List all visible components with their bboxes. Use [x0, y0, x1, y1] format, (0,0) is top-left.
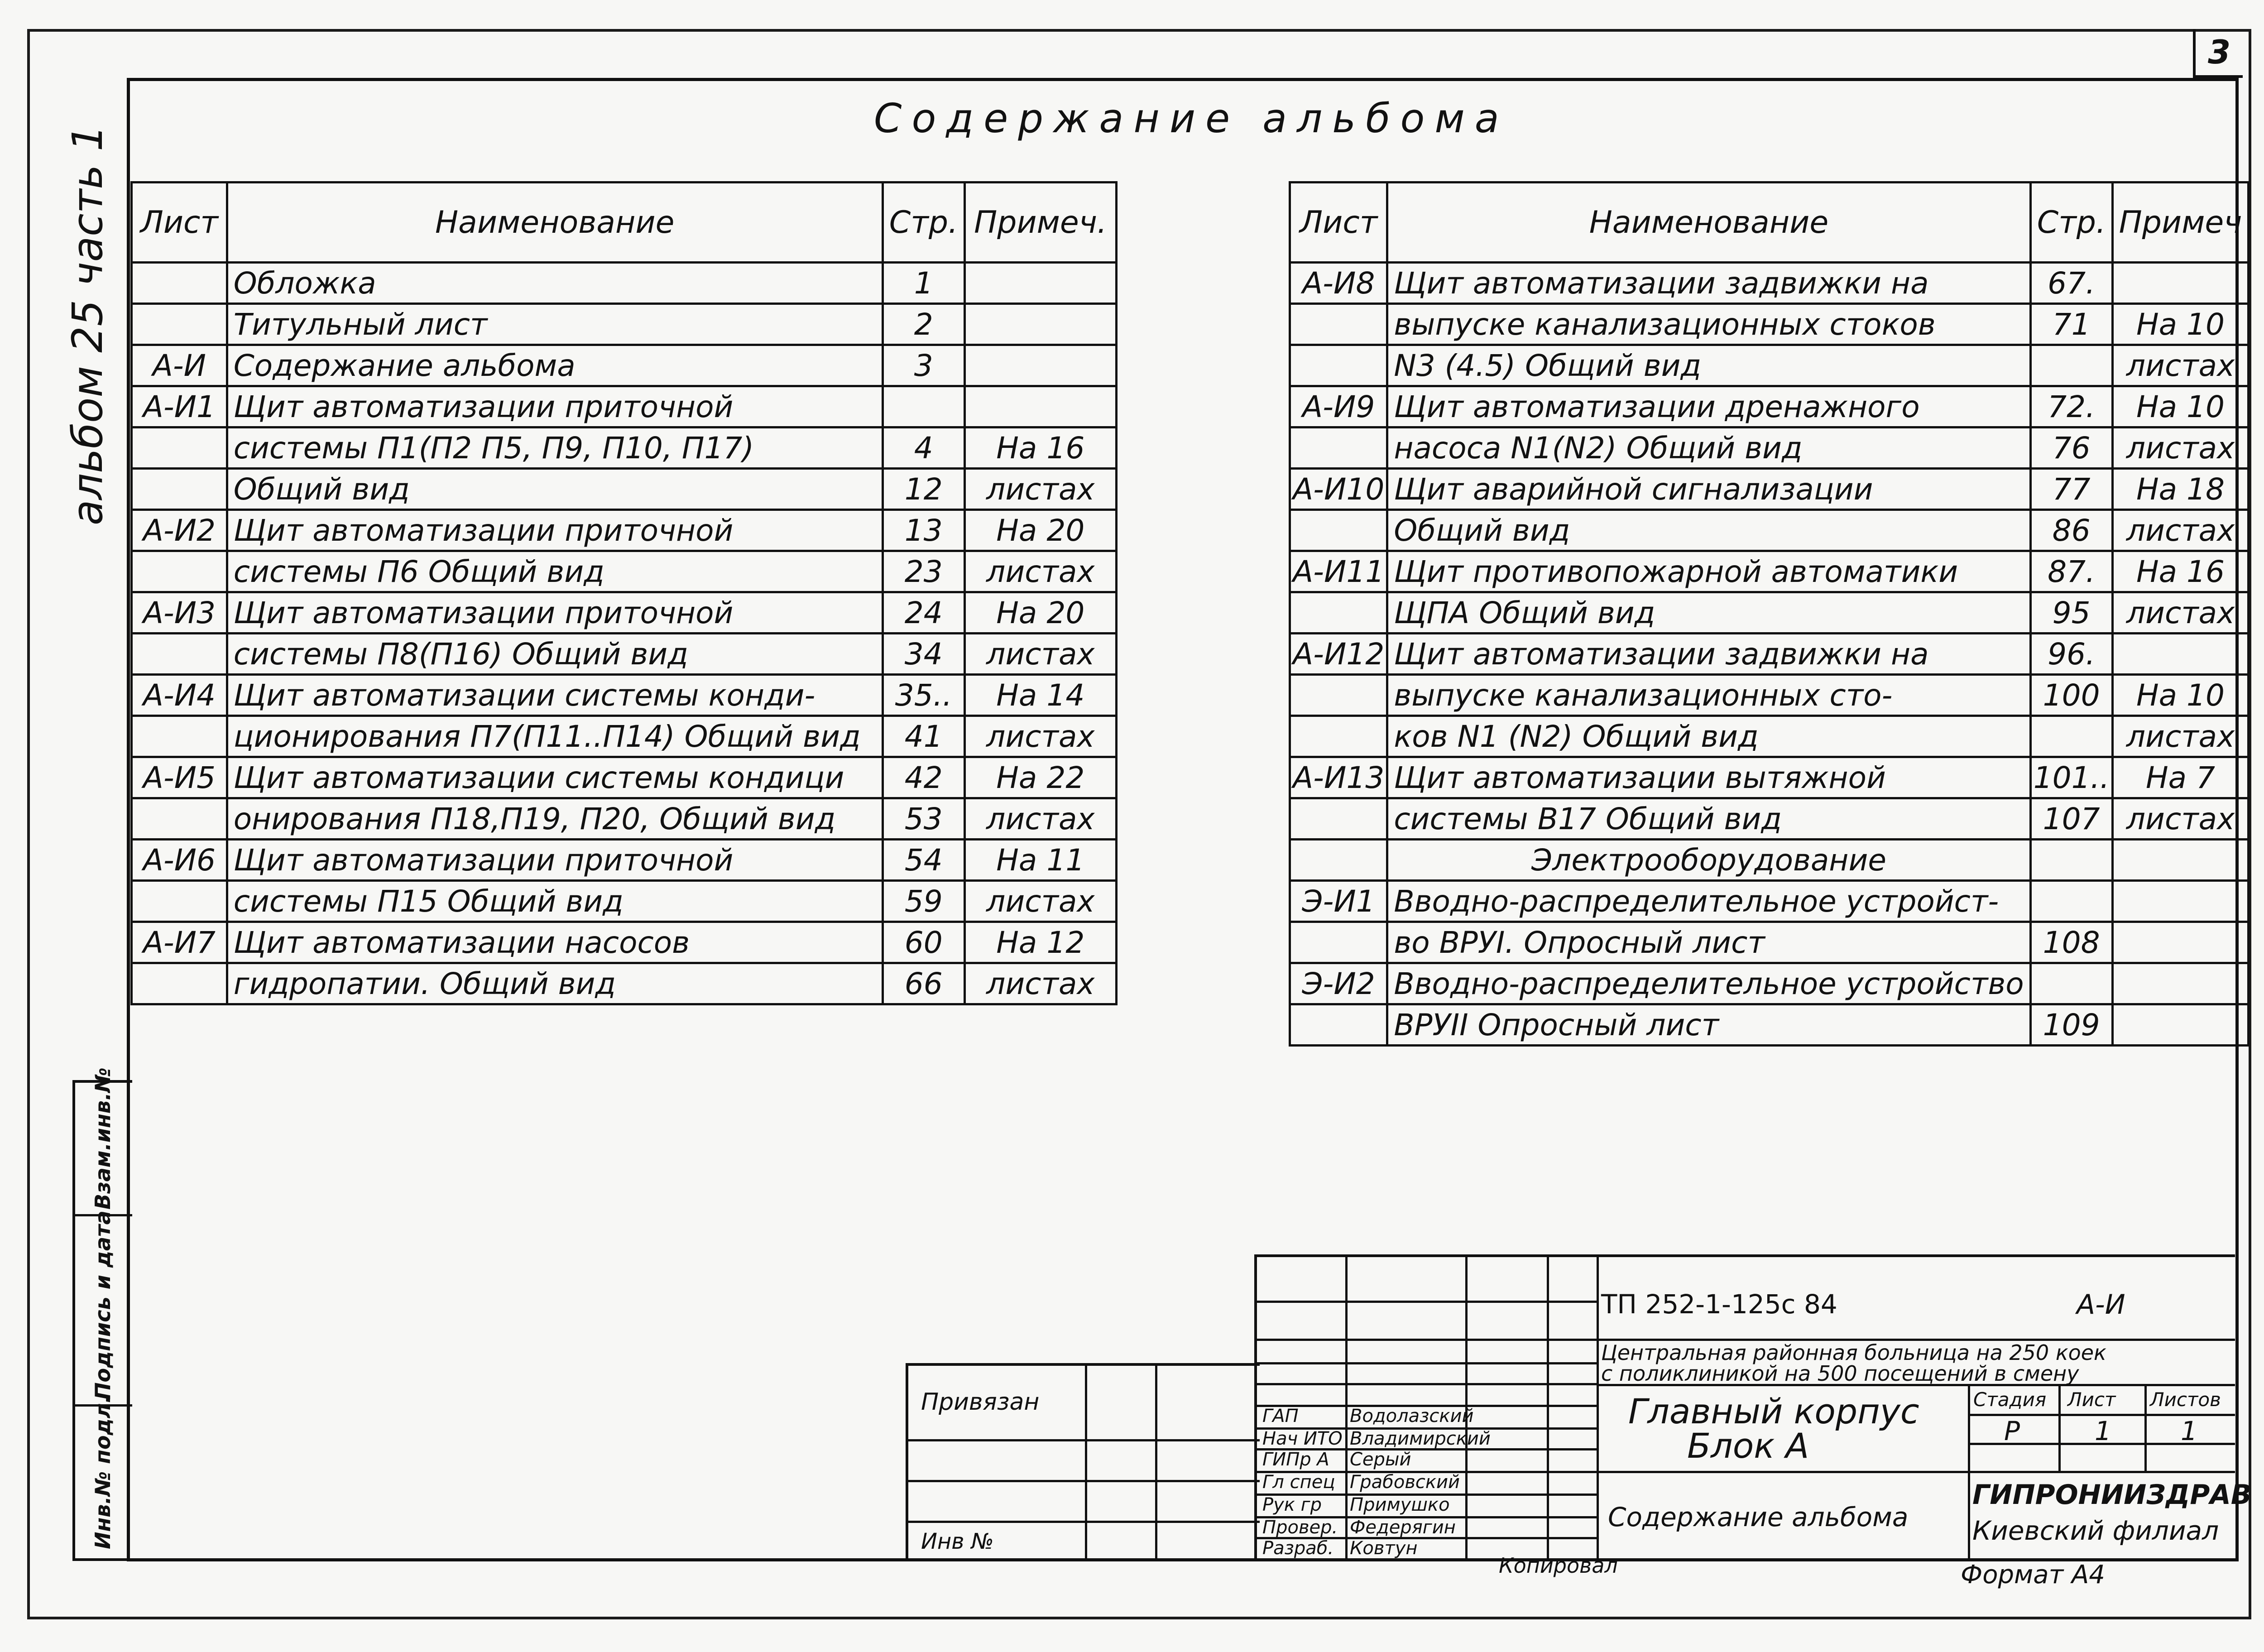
- stamp-signer-name: Федерягин: [1350, 1517, 1456, 1538]
- toc-note-cell: На 10: [2112, 675, 2249, 716]
- stamp-building-line2: Блок А: [1687, 1426, 1809, 1466]
- toc-sheet-cell: [132, 263, 227, 304]
- stamp-signer-name: Владимирский: [1350, 1428, 1491, 1449]
- toc-note-cell: листах: [964, 881, 1116, 922]
- toc-sheet-cell: [1290, 798, 1387, 840]
- toc-sheet-cell: А-И4: [132, 675, 227, 716]
- toc-header-row: [1290, 182, 2249, 263]
- toc-page-cell: 87.: [2030, 551, 2112, 592]
- toc-row: [1290, 551, 2249, 592]
- toc-page-cell: 107: [2030, 798, 2112, 840]
- toc-header-row: [132, 182, 1117, 263]
- toc-name-cell: Электрооборудование: [1387, 840, 2030, 881]
- toc-page-cell: 100: [2030, 675, 2112, 716]
- toc-page-cell: 72.: [2030, 386, 2112, 427]
- toc-row: [132, 427, 1117, 469]
- toc-sheet-cell: [132, 963, 227, 1004]
- toc-page-cell: 24: [883, 592, 964, 634]
- stamp-role: Гл спец: [1262, 1472, 1335, 1493]
- toc-note-cell: листах: [2112, 798, 2249, 840]
- toc-row: [132, 634, 1117, 675]
- toc-name-cell: гидропатии. Общий вид: [227, 963, 883, 1004]
- toc-name-cell: N3 (4.5) Общий вид: [1387, 345, 2030, 386]
- toc-sheet-cell: [1290, 840, 1387, 881]
- toc-note-cell: [964, 263, 1116, 304]
- toc-sheet-cell: [132, 716, 227, 757]
- toc-sheet-cell: А-И7: [132, 922, 227, 963]
- toc-note-cell: На 7: [2112, 757, 2249, 798]
- toc-row: [1290, 757, 2249, 798]
- strip-inv-orig: Инв.№ подл.: [91, 1395, 115, 1549]
- toc-page-cell: 34: [883, 634, 964, 675]
- stamp-org-line2: Киевский филиал: [1972, 1515, 2219, 1546]
- toc-sheet-cell: А-И9: [1290, 386, 1387, 427]
- stamp-signer-name: Серый: [1350, 1449, 1411, 1470]
- toc-row: [1290, 840, 2249, 881]
- stamp-stage-label: Стадия: [1973, 1388, 2047, 1411]
- stamp-format: Формат А4: [1961, 1560, 2105, 1590]
- toc-row: [1290, 510, 2249, 551]
- strip-cell-replace: [75, 1067, 132, 1216]
- toc-note-cell: На 10: [2112, 304, 2249, 345]
- toc-row: [1290, 922, 2249, 963]
- toc-row: [1290, 469, 2249, 510]
- toc-note-cell: На 14: [964, 675, 1116, 716]
- page-number: 3: [2193, 29, 2243, 78]
- toc-page-cell: 42: [883, 757, 964, 798]
- toc-page-cell: [2030, 881, 2112, 922]
- toc-sheet-cell: [1290, 592, 1387, 634]
- toc-page-cell: 41: [883, 716, 964, 757]
- toc-row: [1290, 427, 2249, 469]
- toc-row: [132, 345, 1117, 386]
- toc-row: [132, 757, 1117, 798]
- toc-page-cell: 53: [883, 798, 964, 840]
- toc-sheet-cell: [132, 798, 227, 840]
- toc-name-cell: Содержание альбома: [227, 345, 883, 386]
- toc-name-cell: системы П6 Общий вид: [227, 551, 883, 592]
- col-note-header: Примеч: [2112, 182, 2249, 263]
- stamp-org-line1: ГИПРОНИИЗДРАВ: [1972, 1479, 2252, 1511]
- toc-page-cell: 60: [883, 922, 964, 963]
- stamp-role: Рук гр: [1262, 1494, 1322, 1515]
- stamp-role: Нач ИТО: [1262, 1428, 1343, 1449]
- toc-name-cell: насоса N1(N2) Общий вид: [1387, 427, 2030, 469]
- toc-name-cell: Вводно-распределительное устройст-: [1387, 881, 2030, 922]
- toc-row: [1290, 675, 2249, 716]
- toc-note-cell: На 11: [964, 840, 1116, 881]
- strip-replace-inv: Взам.инв.№: [91, 1067, 115, 1210]
- toc-row: [1290, 345, 2249, 386]
- toc-row: [132, 386, 1117, 427]
- toc-page-cell: [2030, 716, 2112, 757]
- toc-sheet-cell: А-И10: [1290, 469, 1387, 510]
- toc-sheet-cell: [1290, 675, 1387, 716]
- toc-name-cell: Общий вид: [227, 469, 883, 510]
- toc-page-cell: 3: [883, 345, 964, 386]
- stamp-building-line1: Главный корпус: [1628, 1391, 1919, 1431]
- toc-name-cell: Щит аварийной сигнализации: [1387, 469, 2030, 510]
- toc-name-cell: во ВРУI. Опросный лист: [1387, 922, 2030, 963]
- toc-note-cell: [2112, 840, 2249, 881]
- binding-inv: Инв №: [921, 1529, 994, 1554]
- toc-name-cell: ВРУII Опросный лист: [1387, 1004, 2030, 1046]
- toc-name-cell: системы П8(П16) Общий вид: [227, 634, 883, 675]
- title-block-stamp: [1254, 1254, 2252, 1561]
- binding-label: Привязан: [921, 1388, 1040, 1416]
- toc-name-cell: Щит автоматизации приточной: [227, 592, 883, 634]
- toc-note-cell: На 16: [2112, 551, 2249, 592]
- toc-note-cell: листах: [2112, 592, 2249, 634]
- toc-sheet-cell: [1290, 427, 1387, 469]
- stamp-sheet-label: Лист: [2067, 1388, 2116, 1411]
- toc-name-cell: Щит автоматизации приточной: [227, 840, 883, 881]
- toc-sheet-cell: [132, 634, 227, 675]
- toc-table-left: [130, 181, 1118, 1005]
- toc-name-cell: Щит автоматизации задвижки на: [1387, 263, 2030, 304]
- toc-sheet-cell: [132, 551, 227, 592]
- toc-row: [132, 592, 1117, 634]
- toc-row: [132, 263, 1117, 304]
- toc-name-cell: Щит автоматизации системы кондици: [227, 757, 883, 798]
- toc-row: [132, 551, 1117, 592]
- toc-page-cell: 108: [2030, 922, 2112, 963]
- toc-row: [1290, 263, 2249, 304]
- toc-name-cell: ЩПА Общий вид: [1387, 592, 2030, 634]
- toc-page-cell: 86: [2030, 510, 2112, 551]
- toc-note-cell: листах: [964, 551, 1116, 592]
- stamp-role: ГАП: [1262, 1406, 1299, 1426]
- toc-name-cell: Вводно-распределительное устройство: [1387, 963, 2030, 1004]
- toc-sheet-cell: А-И13: [1290, 757, 1387, 798]
- stamp-sheet-value: 1: [2095, 1416, 2111, 1446]
- left-side-strip: [72, 1067, 132, 1561]
- toc-sheet-cell: [1290, 345, 1387, 386]
- strip-sign-date: Подпись и дата: [91, 1210, 115, 1400]
- toc-page-cell: 59: [883, 881, 964, 922]
- toc-name-cell: онирования П18,П19, П20, Общий вид: [227, 798, 883, 840]
- toc-note-cell: листах: [964, 798, 1116, 840]
- toc-sheet-cell: А-И2: [132, 510, 227, 551]
- toc-name-cell: ков N1 (N2) Общий вид: [1387, 716, 2030, 757]
- toc-note-cell: [2112, 634, 2249, 675]
- toc-sheet-cell: А-И12: [1290, 634, 1387, 675]
- toc-row: [132, 469, 1117, 510]
- toc-name-cell: Щит автоматизации дренажного: [1387, 386, 2030, 427]
- stamp-doc-title: Содержание альбома: [1608, 1502, 1909, 1532]
- stamp-project-line1: Центральная районная больница на 250 коек: [1601, 1340, 2106, 1365]
- toc-page-cell: [2030, 963, 2112, 1004]
- strip-cell-inv: [75, 1395, 132, 1554]
- stamp-sheet-mark: А-И: [2077, 1289, 2125, 1321]
- toc-note-cell: [964, 345, 1116, 386]
- toc-row: [1290, 798, 2249, 840]
- toc-page-cell: 96.: [2030, 634, 2112, 675]
- toc-page-cell: 77: [2030, 469, 2112, 510]
- toc-page-cell: 71: [2030, 304, 2112, 345]
- toc-name-cell: Общий вид: [1387, 510, 2030, 551]
- toc-row: [1290, 963, 2249, 1004]
- toc-name-cell: выпуске канализационных сто-: [1387, 675, 2030, 716]
- toc-note-cell: На 12: [964, 922, 1116, 963]
- strip-cell-sign: [75, 1210, 132, 1407]
- toc-note-cell: На 22: [964, 757, 1116, 798]
- toc-page-cell: 109: [2030, 1004, 2112, 1046]
- toc-note-cell: листах: [964, 963, 1116, 1004]
- toc-sheet-cell: [132, 304, 227, 345]
- stamp-role: Провер.: [1262, 1517, 1338, 1538]
- col-page-header: Стр.: [2030, 182, 2112, 263]
- toc-note-cell: На 10: [2112, 386, 2249, 427]
- toc-name-cell: ционирования П7(П11..П14) Общий вид: [227, 716, 883, 757]
- toc-sheet-cell: Э-И1: [1290, 881, 1387, 922]
- toc-page-cell: 101..: [2030, 757, 2112, 798]
- toc-note-cell: [2112, 1004, 2249, 1046]
- toc-sheet-cell: [1290, 1004, 1387, 1046]
- copied-by-label: Копировал: [1499, 1553, 1618, 1578]
- toc-name-cell: Щит автоматизации вытяжной: [1387, 757, 2030, 798]
- toc-name-cell: Щит автоматизации насосов: [227, 922, 883, 963]
- col-name-header: Наименование: [227, 182, 883, 263]
- toc-row: [1290, 881, 2249, 922]
- toc-sheet-cell: А-И6: [132, 840, 227, 881]
- toc-page-cell: [2030, 840, 2112, 881]
- side-album-label: альбом 25 часть 1: [63, 125, 112, 525]
- toc-page-cell: 67.: [2030, 263, 2112, 304]
- stamp-project-line2: с поликлиникой на 500 посещений в смену: [1601, 1361, 2079, 1386]
- album-title: Содержание альбома: [874, 95, 1509, 142]
- toc-note-cell: листах: [964, 634, 1116, 675]
- toc-sheet-cell: А-И8: [1290, 263, 1387, 304]
- stamp-role: Разраб.: [1262, 1538, 1334, 1559]
- toc-note-cell: На 20: [964, 592, 1116, 634]
- col-name-header: Наименование: [1387, 182, 2030, 263]
- toc-page-cell: 76: [2030, 427, 2112, 469]
- toc-sheet-cell: [1290, 510, 1387, 551]
- stamp-sheets-label: Листов: [2150, 1388, 2221, 1411]
- toc-row: [1290, 386, 2249, 427]
- toc-name-cell: выпуске канализационных стоков: [1387, 304, 2030, 345]
- toc-page-cell: 13: [883, 510, 964, 551]
- stamp-signer-name: Примушко: [1350, 1494, 1450, 1515]
- toc-name-cell: системы П1(П2 П5, П9, П10, П17): [227, 427, 883, 469]
- toc-page-cell: 23: [883, 551, 964, 592]
- stamp-stage-value: Р: [2004, 1416, 2020, 1446]
- toc-sheet-cell: [132, 469, 227, 510]
- toc-note-cell: листах: [2112, 427, 2249, 469]
- toc-sheet-cell: Э-И2: [1290, 963, 1387, 1004]
- toc-note-cell: [964, 304, 1116, 345]
- toc-name-cell: Титульный лист: [227, 304, 883, 345]
- toc-sheet-cell: [1290, 304, 1387, 345]
- toc-row: [132, 798, 1117, 840]
- toc-note-cell: листах: [2112, 345, 2249, 386]
- toc-note-cell: [2112, 922, 2249, 963]
- toc-sheet-cell: А-И: [132, 345, 227, 386]
- toc-row: [132, 675, 1117, 716]
- toc-sheet-cell: А-И1: [132, 386, 227, 427]
- toc-page-cell: 66: [883, 963, 964, 1004]
- toc-page-cell: 1: [883, 263, 964, 304]
- toc-row: [132, 963, 1117, 1004]
- toc-note-cell: листах: [2112, 510, 2249, 551]
- toc-row: [1290, 592, 2249, 634]
- toc-row: [132, 304, 1117, 345]
- toc-sheet-cell: [132, 427, 227, 469]
- toc-name-cell: Щит автоматизации системы конди-: [227, 675, 883, 716]
- toc-page-cell: 2: [883, 304, 964, 345]
- toc-name-cell: Щит противопожарной автоматики: [1387, 551, 2030, 592]
- toc-name-cell: системы В17 Общий вид: [1387, 798, 2030, 840]
- toc-name-cell: системы П15 Общий вид: [227, 881, 883, 922]
- toc-row: [1290, 304, 2249, 345]
- toc-note-cell: листах: [2112, 716, 2249, 757]
- stamp-signer-name: Ковтун: [1350, 1538, 1418, 1559]
- toc-row: [1290, 634, 2249, 675]
- toc-table-right: [1289, 181, 2250, 1047]
- toc-row: [132, 716, 1117, 757]
- col-page-header: Стр.: [883, 182, 964, 263]
- toc-page-cell: [883, 386, 964, 427]
- toc-note-cell: [2112, 963, 2249, 1004]
- toc-note-cell: На 20: [964, 510, 1116, 551]
- toc-page-cell: 95: [2030, 592, 2112, 634]
- toc-note-cell: листах: [964, 716, 1116, 757]
- toc-row: [1290, 716, 2249, 757]
- toc-row: [1290, 1004, 2249, 1046]
- col-sheet-header: Лист: [1290, 182, 1387, 263]
- stamp-code: ТП 252-1-125с 84: [1601, 1289, 1837, 1320]
- toc-page-cell: [2030, 345, 2112, 386]
- toc-sheet-cell: [1290, 922, 1387, 963]
- toc-page-cell: 54: [883, 840, 964, 881]
- toc-page-cell: 35..: [883, 675, 964, 716]
- toc-note-cell: На 18: [2112, 469, 2249, 510]
- toc-name-cell: Щит автоматизации задвижки на: [1387, 634, 2030, 675]
- stamp-role: ГИПр А: [1262, 1449, 1329, 1470]
- stamp-signer-name: Грабовский: [1350, 1472, 1460, 1493]
- toc-note-cell: [2112, 263, 2249, 304]
- binding-box: [906, 1363, 1260, 1558]
- toc-sheet-cell: А-И3: [132, 592, 227, 634]
- toc-name-cell: Щит автоматизации приточной: [227, 386, 883, 427]
- toc-row: [132, 840, 1117, 881]
- toc-page-cell: 4: [883, 427, 964, 469]
- toc-row: [132, 510, 1117, 551]
- col-note-header: Примеч.: [964, 182, 1116, 263]
- toc-note-cell: [964, 386, 1116, 427]
- toc-name-cell: Обложка: [227, 263, 883, 304]
- toc-sheet-cell: [132, 881, 227, 922]
- col-sheet-header: Лист: [132, 182, 227, 263]
- stamp-signer-name: Водолазский: [1350, 1406, 1474, 1426]
- toc-note-cell: листах: [964, 469, 1116, 510]
- toc-note-cell: На 16: [964, 427, 1116, 469]
- toc-note-cell: [2112, 881, 2249, 922]
- toc-sheet-cell: А-И11: [1290, 551, 1387, 592]
- toc-row: [132, 881, 1117, 922]
- toc-row: [132, 922, 1117, 963]
- stamp-sheets-value: 1: [2181, 1416, 2197, 1446]
- toc-sheet-cell: [1290, 716, 1387, 757]
- toc-name-cell: Щит автоматизации приточной: [227, 510, 883, 551]
- toc-page-cell: 12: [883, 469, 964, 510]
- toc-sheet-cell: А-И5: [132, 757, 227, 798]
